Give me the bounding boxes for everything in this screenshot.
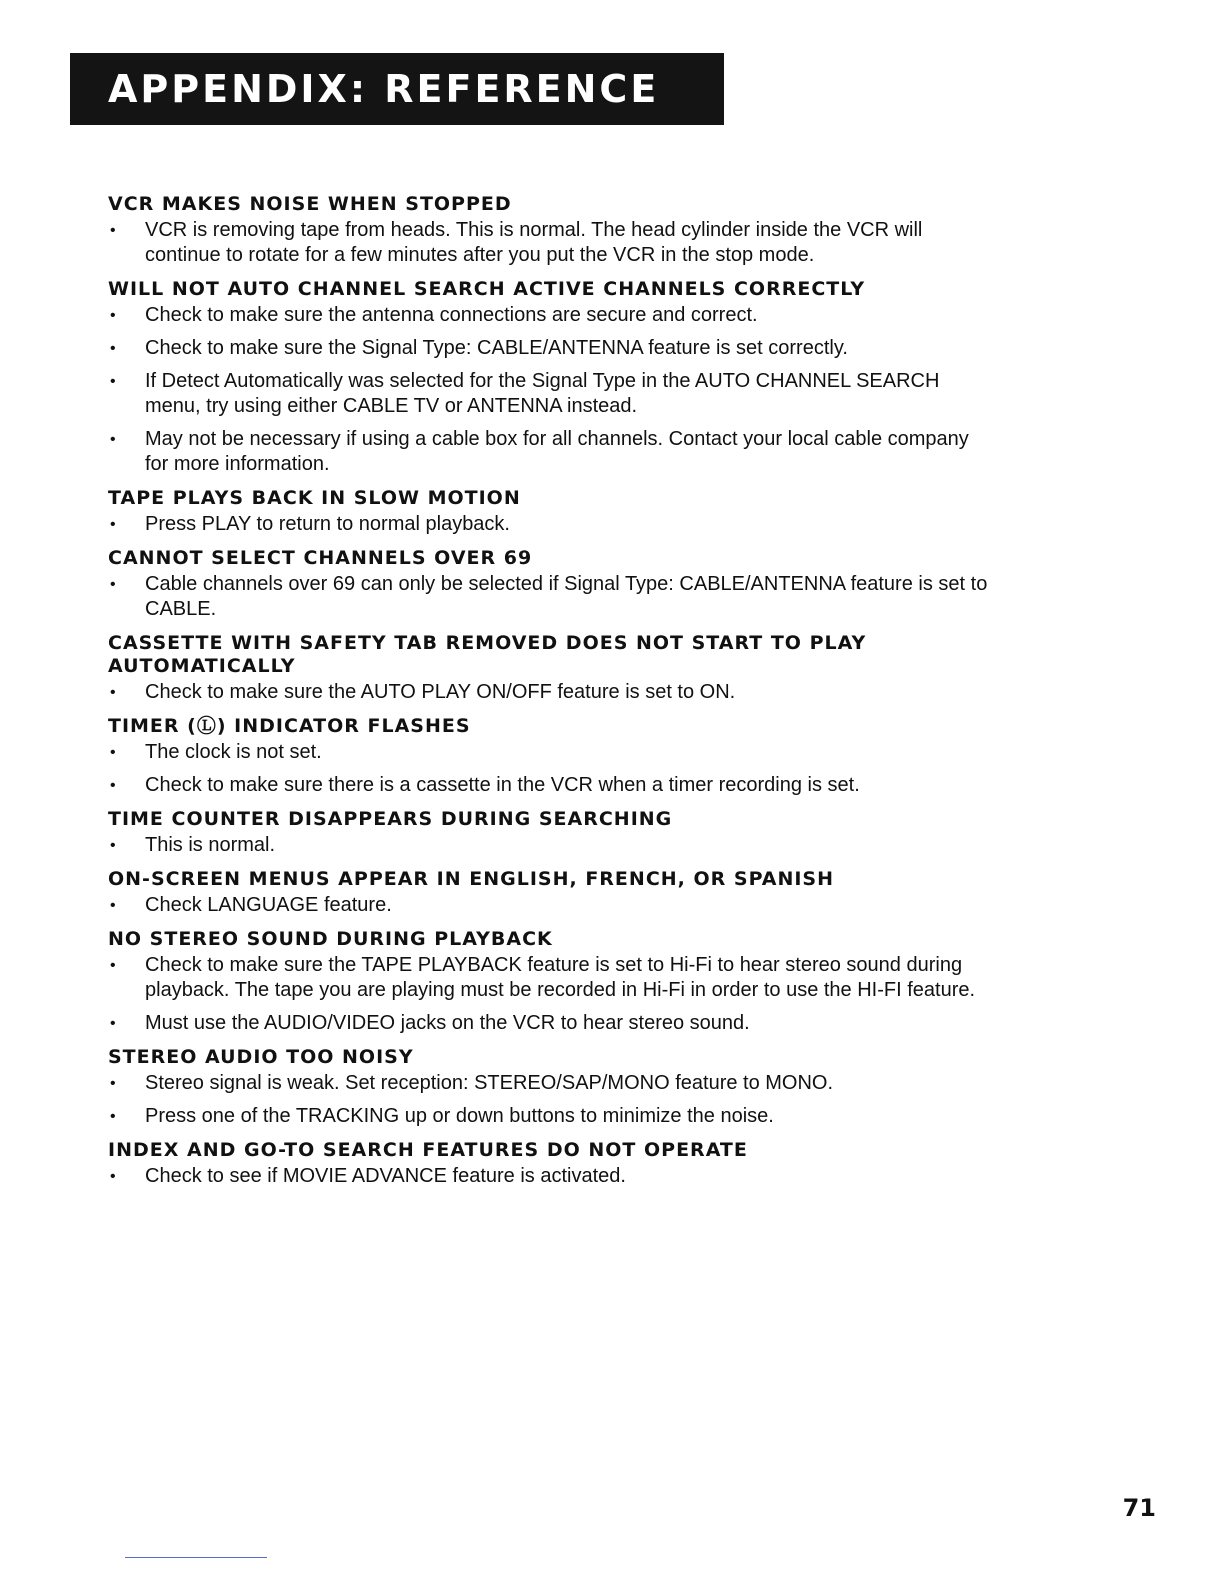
list-item	[108, 1011, 988, 1036]
troubleshooting-section	[108, 715, 988, 798]
bullet-icon: •	[110, 576, 116, 593]
bullet-list	[108, 512, 988, 537]
troubleshooting-section	[108, 193, 988, 268]
item-text: This is normal.	[145, 834, 276, 856]
troubleshooting-section	[108, 928, 988, 1036]
section-heading: WILL NOT AUTO CHANNEL SEARCH ACTIVE CHANNELS CORRECTLY	[108, 278, 866, 300]
bullet-list	[108, 218, 988, 268]
item-text: Must use the AUDIO/VIDEO jacks on the VCR to hear stereo sound.	[145, 1012, 750, 1034]
bullet-icon: •	[110, 516, 116, 533]
bullet-list	[108, 680, 988, 705]
item-text: The clock is not set.	[145, 741, 322, 763]
bullet-icon: •	[110, 1108, 116, 1125]
bullet-list	[108, 740, 988, 798]
bullet-icon: •	[110, 340, 116, 357]
troubleshooting-section	[108, 808, 988, 858]
list-item	[108, 1164, 988, 1189]
bullet-icon: •	[110, 373, 116, 390]
troubleshooting-section	[108, 1046, 988, 1129]
troubleshooting-section	[108, 1139, 988, 1189]
section-heading: TIMER (Ⓛ) INDICATOR FLASHES	[108, 715, 471, 737]
list-item	[108, 427, 988, 477]
list-item	[108, 833, 988, 858]
bullet-icon: •	[110, 684, 116, 701]
page-number: 71	[1122, 1494, 1156, 1522]
item-text: Check to make sure the TAPE PLAYBACK feature is set to Hi-Fi to hear stereo sound during playback. The tape you are playing must be recorded in Hi-Fi in order to use the HI-FI feature.	[145, 954, 976, 1001]
bullet-list	[108, 303, 988, 477]
section-heading: CASSETTE WITH SAFETY TAB REMOVED DOES NOT START TO PLAY AUTOMATICALLY	[108, 632, 867, 677]
section-heading: INDEX AND GO-TO SEARCH FEATURES DO NOT OPERATE	[108, 1139, 748, 1161]
troubleshooting-section	[108, 547, 988, 622]
list-item	[108, 512, 988, 537]
section-heading: STEREO AUDIO TOO NOISY	[108, 1046, 414, 1068]
list-item	[108, 740, 988, 765]
section-heading: NO STEREO SOUND DURING PLAYBACK	[108, 928, 553, 950]
bullet-icon: •	[110, 837, 116, 854]
bullet-icon: •	[110, 307, 116, 324]
list-item	[108, 572, 988, 622]
list-item	[108, 893, 988, 918]
item-text: Stereo signal is weak. Set reception: STEREO/SAP/MONO feature to MONO.	[145, 1072, 834, 1094]
bullet-icon: •	[110, 777, 116, 794]
item-text: Check to make sure the AUTO PLAY ON/OFF feature is set to ON.	[145, 681, 736, 703]
section-heading: TAPE PLAYS BACK IN SLOW MOTION	[108, 487, 521, 509]
troubleshooting-section	[108, 632, 988, 705]
bullet-list	[108, 893, 988, 918]
bullet-list	[108, 1071, 988, 1129]
item-text: Cable channels over 69 can only be selected if Signal Type: CABLE/ANTENNA feature is set to CABLE.	[145, 573, 988, 620]
bullet-icon: •	[110, 744, 116, 761]
item-text: If Detect Automatically was selected for the Signal Type in the AUTO CHANNEL SEARCH menu, try using either CABLE TV or ANTENNA instead.	[145, 370, 940, 417]
item-text: Check to see if MOVIE ADVANCE feature is activated.	[145, 1165, 626, 1187]
section-banner	[70, 53, 724, 125]
bullet-list	[108, 1164, 988, 1189]
troubleshooting-section	[108, 278, 988, 477]
item-text: Check LANGUAGE feature.	[145, 894, 392, 916]
list-item	[108, 1104, 988, 1129]
bullet-icon: •	[110, 897, 116, 914]
item-text: VCR is removing tape from heads. This is normal. The head cylinder inside the VCR will continue to rotate for a few minutes after you put the VCR in the stop mode.	[145, 219, 923, 266]
list-item	[108, 303, 988, 328]
bullet-list	[108, 833, 988, 858]
list-item	[108, 369, 988, 419]
bullet-icon: •	[110, 957, 116, 974]
bullet-icon: •	[110, 1168, 116, 1185]
bullet-list	[108, 572, 988, 622]
section-heading: TIME COUNTER DISAPPEARS DURING SEARCHING	[108, 808, 673, 830]
list-item	[108, 336, 988, 361]
troubleshooting-list	[108, 193, 988, 1199]
troubleshooting-section	[108, 487, 988, 537]
bullet-icon: •	[110, 222, 116, 239]
footer-rule	[125, 1557, 267, 1558]
section-heading: ON-SCREEN MENUS APPEAR IN ENGLISH, FRENCH, OR SPANISH	[108, 868, 835, 890]
list-item	[108, 773, 988, 798]
list-item	[108, 953, 988, 1003]
list-item	[108, 680, 988, 705]
item-text: Check to make sure there is a cassette in the VCR when a timer recording is set.	[145, 774, 860, 796]
section-heading: CANNOT SELECT CHANNELS OVER 69	[108, 547, 533, 569]
item-text: Press one of the TRACKING up or down buttons to minimize the noise.	[145, 1105, 774, 1127]
item-text: Check to make sure the Signal Type: CABLE/ANTENNA feature is set correctly.	[145, 337, 848, 359]
bullet-icon: •	[110, 1075, 116, 1092]
page-title: APPENDIX: REFERENCE	[108, 67, 660, 111]
list-item	[108, 218, 988, 268]
bullet-list	[108, 953, 988, 1036]
section-heading: VCR MAKES NOISE WHEN STOPPED	[108, 193, 512, 215]
item-text: Press PLAY to return to normal playback.	[145, 513, 510, 535]
list-item	[108, 1071, 988, 1096]
item-text: May not be necessary if using a cable box for all channels. Contact your local cable company for more information.	[145, 428, 969, 475]
bullet-icon: •	[110, 431, 116, 448]
troubleshooting-section	[108, 868, 988, 918]
bullet-icon: •	[110, 1015, 116, 1032]
item-text: Check to make sure the antenna connections are secure and correct.	[145, 304, 758, 326]
